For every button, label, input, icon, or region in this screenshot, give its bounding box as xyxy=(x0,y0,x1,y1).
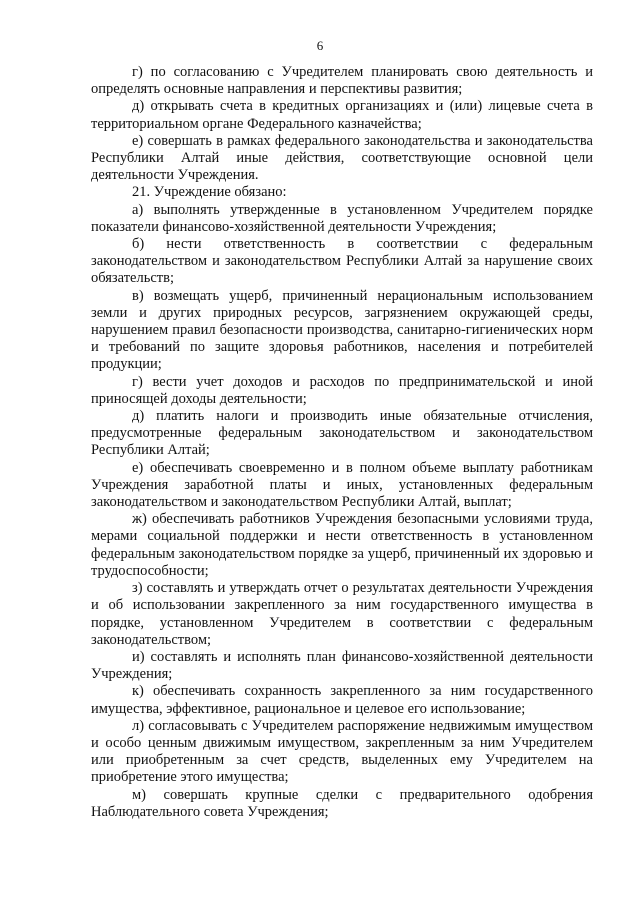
paragraph-duty-m: м) совершать крупные сделки с предварительного одобрения Наблюдательного совета Учреждения; xyxy=(91,786,593,820)
paragraph-duty-i: и) составлять и исполнять план финансово-хозяйственной деятельности Учреждения; xyxy=(91,648,593,683)
document-body xyxy=(91,64,593,821)
paragraph-section-21-heading: 21. Учреждение обязано: xyxy=(132,184,287,201)
paragraph-duty-zh: ж) обеспечивать работников Учреждения безопасными условиями труда, мерами социальной поддержки и нести ответственность в установленном федеральным законодательством порядке за ущерб, причиненный их здоровью и трудоспособности; xyxy=(91,511,593,579)
paragraph-duty-a: а) выполнять утвержденные в установленном Учредителем порядке показатели финансово-хозяйственной деятельности Учреждения; xyxy=(91,201,593,235)
paragraph-rights-g: г) по согласованию с Учредителем планировать свою деятельность и определять основные направления и перспективы развития; xyxy=(91,64,593,98)
paragraph-duty-e: е) обеспечивать своевременно и в полном объеме выплату работникам Учреждения заработной платы и иных, установленных федеральным законодательством и законодательством Республики Алтай, выплат; xyxy=(91,459,593,511)
paragraph-duty-z: з) составлять и утверждать отчет о результатах деятельности Учреждения и об использовании закрепленного за ним государственного имущества в порядке, установленном Учредителем в соответствии с федеральным законодательством; xyxy=(91,580,593,648)
paragraph-duty-l: л) согласовывать с Учредителем распоряжение недвижимым имуществом и особо ценным движимым имуществом, закрепленным за ним Учредителем или приобретенным за счет средств, выделенных ему Учредителем на приобретение этого имущества; xyxy=(91,717,593,786)
paragraph-duty-d: д) платить налоги и производить иные обязательные отчисления, предусмотренные федеральным законодательством и законодательством Республики Алтай; xyxy=(91,408,593,459)
paragraph-duty-k: к) обеспечивать сохранность закрепленного за ним государственного имущества, эффективное, рациональное и целевое его использование; xyxy=(91,683,593,717)
paragraph-duty-g: г) вести учет доходов и расходов по предпринимательской и иной приносящей доходы деятельности; xyxy=(91,373,593,407)
paragraph-duty-v: в) возмещать ущерб, причиненный нерациональным использованием земли и других природных ресурсов, загрязнением окружающей среды, нарушением правил безопасности производства, санитарно-гигиенических норм и требований по защите здоровья работников, населения и потребителей продукции; xyxy=(91,287,593,373)
page-number: 6 xyxy=(316,38,324,53)
paragraph-rights-e: е) совершать в рамках федерального законодательства и законодательства Республики Алтай иные действия, соответствующие основной цели деятельности Учреждения. xyxy=(91,132,593,184)
paragraph-duty-b: б) нести ответственность в соответствии с федеральным законодательством и законодательством Республики Алтай за нарушение своих обязательств; xyxy=(91,236,593,287)
paragraph-rights-d: д) открывать счета в кредитных организациях и (или) лицевые счета в территориальном органе Федерального казначейства; xyxy=(91,98,593,132)
